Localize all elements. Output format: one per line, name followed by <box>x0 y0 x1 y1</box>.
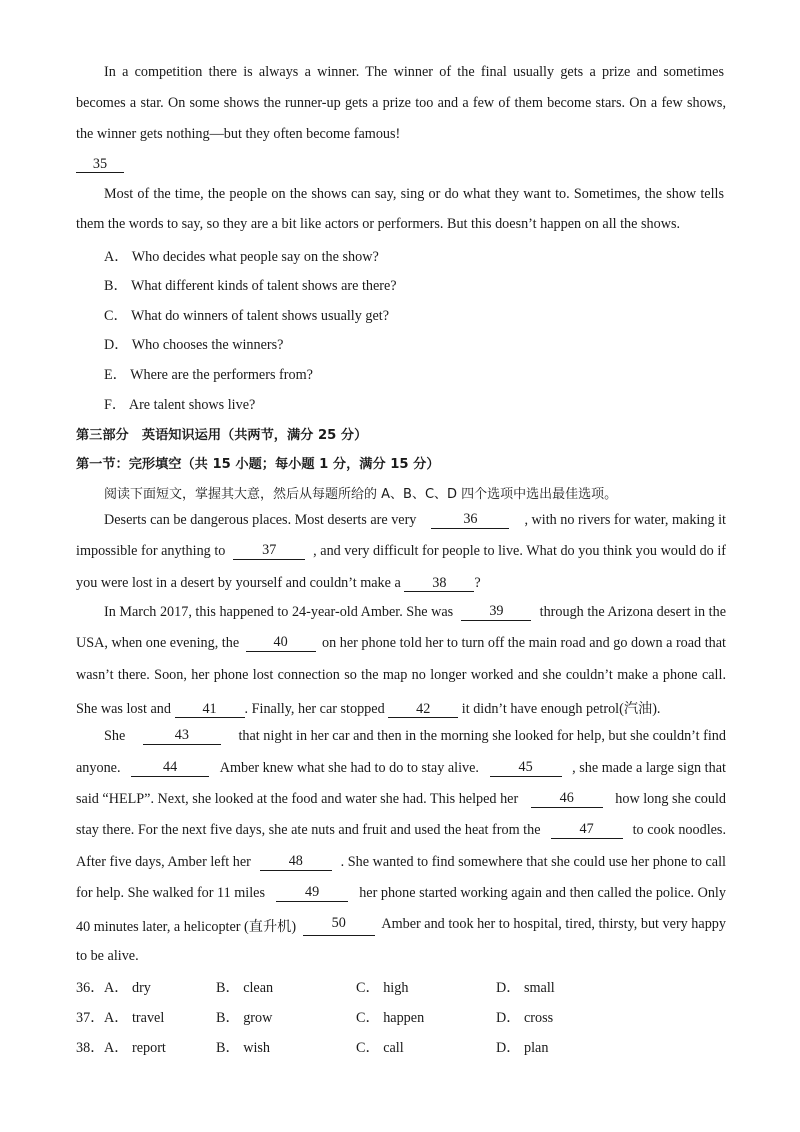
blank-42: 42 <box>388 702 458 718</box>
question-number: 36． <box>76 980 105 996</box>
answer-option: A． travel <box>104 1010 165 1026</box>
answer-option: D． cross <box>496 1010 554 1026</box>
option-item: C． What do winners of talent shows usually get? <box>104 308 390 324</box>
cloze-line: you were lost in a desert by yourself and couldn’t make a 38 ? <box>76 575 481 591</box>
blank-39: 39 <box>461 604 531 621</box>
passage-text: becomes a star. On some shows the runner-up gets a prize too and a few of them become stars. On a few shows, <box>76 95 726 111</box>
blank-40: 40 <box>246 635 316 652</box>
cloze-line: to be alive. <box>76 948 139 964</box>
cloze-line: for help. She walked for 11 miles 49 her phone started working again and then called the police. Only <box>76 884 726 901</box>
answer-option: C． call <box>356 1040 404 1056</box>
answer-option: B． wish <box>216 1040 270 1056</box>
passage-text: Most of the time, the people on the shows can say, sing or do what they want to. Sometimes, the show tells <box>104 186 724 202</box>
cloze-line: USA, when one evening, the 40 on her phone told her to turn off the main road and go down a road that <box>76 634 726 651</box>
passage-text: them the words to say, so they are a bit like actors or performers. But this doesn’t happen on all the shows. <box>76 216 681 232</box>
option-item: E． Where are the performers from? <box>104 367 313 383</box>
cloze-line: anyone. 44 Amber knew what she had to do to stay alive. 45 , she made a large sign that <box>76 759 726 776</box>
cloze-line: said “HELP”. Next, she looked at the food and water she had. This helped her 46 how long she could <box>76 790 726 807</box>
passage-text: the winner gets nothing—but they often become famous! <box>76 126 401 142</box>
blank-37: 37 <box>233 543 305 560</box>
cloze-line: 40 minutes later, a helicopter (直升机) 50 Amber and took her to hospital, tired, thirsty, but very happy <box>76 915 726 935</box>
option-item: B． What different kinds of talent shows are there? <box>104 278 397 294</box>
blank-50: 50 <box>303 916 375 936</box>
option-item: A． Who decides what people say on the show? <box>104 249 379 265</box>
question-number: 37． <box>76 1010 105 1026</box>
blank-44: 44 <box>131 760 209 777</box>
blank-36: 36 <box>431 512 509 529</box>
cloze-line: stay there. For the next five days, she ate nuts and fruit and used the heat from the 47 to cook noodles. <box>76 821 726 838</box>
blank-49: 49 <box>276 885 348 902</box>
answer-option: D． plan <box>496 1040 549 1056</box>
cloze-line: After five days, Amber left her 48 . She wanted to find somewhere that she could use her phone to call <box>76 853 726 870</box>
passage-text: In a competition there is always a winner. The winner of the final usually gets a prize and sometimes <box>104 64 724 80</box>
subsection-heading: 第一节：完形填空（共 15 小题；每小题 1 分，满分 15 分） <box>76 457 440 472</box>
answer-option: A． dry <box>104 980 151 996</box>
blank-43: 43 <box>143 728 221 745</box>
answer-option: A． report <box>104 1040 166 1056</box>
blank-38: 38 <box>404 576 474 592</box>
answer-option: C． happen <box>356 1010 425 1026</box>
blank-35 <box>76 156 726 173</box>
cloze-line: She 43 that night in her car and then in the morning she looked for help, but she couldn’t find <box>104 727 726 744</box>
blank-46: 46 <box>531 791 603 808</box>
blank-45: 45 <box>490 760 562 777</box>
section-heading: 第三部分 英语知识运用（共两节，满分 25 分） <box>76 428 368 443</box>
question-number: 38． <box>76 1040 105 1056</box>
cloze-line: wasn’t there. Soon, her phone lost connection so the map no longer worked and she couldn’t make a phone call. <box>76 667 726 683</box>
option-item: F． Are talent shows live? <box>104 397 256 413</box>
answer-option: B． grow <box>216 1010 273 1026</box>
blank-41: 41 <box>175 702 245 718</box>
answer-option: C． high <box>356 980 409 996</box>
blank-47: 47 <box>551 822 623 839</box>
cloze-line: She was lost and 41 . Finally, her car stopped 42 it didn’t have enough petrol(汽油). <box>76 701 661 717</box>
answer-option: B． clean <box>216 980 274 996</box>
instruction-text: 阅读下面短文，掌握其大意，然后从每题所给的 A、B、C、D 四个选项中选出最佳选项。 <box>104 487 618 502</box>
cloze-line: In March 2017, this happened to 24-year-old Amber. She was 39 through the Arizona desert in the <box>104 603 726 620</box>
answer-option: D． small <box>496 980 555 996</box>
cloze-line: Deserts can be dangerous places. Most deserts are very 36 , with no rivers for water, making it <box>104 511 726 528</box>
option-item: D． Who chooses the winners? <box>104 337 284 353</box>
cloze-line: impossible for anything to 37 , and very difficult for people to live. What do you think you would do if <box>76 542 726 559</box>
blank-number: 35 <box>76 157 124 173</box>
blank-48: 48 <box>260 854 332 871</box>
